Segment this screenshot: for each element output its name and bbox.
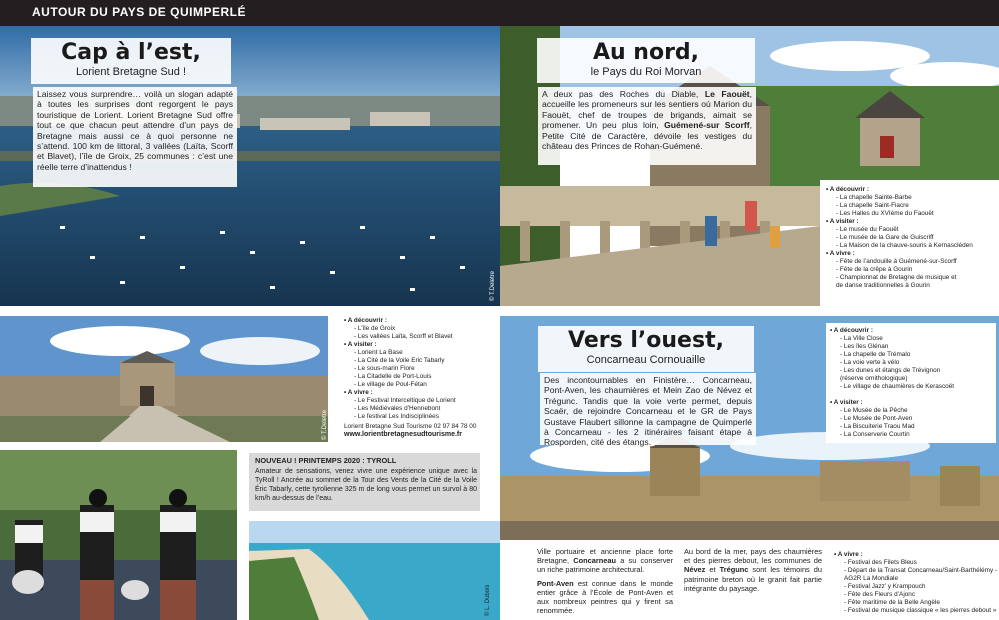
- au-nord-text: A deux pas des Roches du Diable, Le Faouët, accueille les promeneurs sur les sentiers où Marion du Faouët, chef de troupes de brigands, aimait se promener. Un peu plus loin, Guémené-sur Scorff, Petite Cité de Caractère, dévoile les vestiges du château des Princes de Rohan-Guémené.: [538, 87, 756, 165]
- au-nord-title: Au nord,: [592, 40, 700, 65]
- lorient-website[interactable]: www.lorientbretagnesudtourisme.fr: [344, 431, 462, 438]
- nevez-tregunc-text: Au bord de la mer, pays des chaumières et des pierres debout, les communes de Névez et Trégunc sont les témoins du patrimoine breton où le granit fait partie intégrante du paysage.: [684, 547, 822, 593]
- cap-est-title-box: [31, 38, 231, 84]
- lorient-info-list: • A découvrir : - L’île de Groix - Les vallées Laïta, Scorff et Blavet • A visiter : - Lorient La Base - La Cité de la Voile Eric Tabarly - Le sous-marin Flore - La Citadelle de Port-Louis - Le village de Poul-Fétan • A vivre : - Le Festival Interceltique de Lorient - Les Médiévales d’Hennebont - Le festival Les Indisciplinées Lorient Bretagne Sud Tourisme 02 97 84 78 00 www.lorientbretagnesudtourisme.fr: [344, 317, 494, 439]
- beach-photo-credit: © L. Dubois: [485, 584, 491, 616]
- lorient-contact: Lorient Bretagne Sud Tourisme 02 97 84 78 00: [344, 423, 477, 430]
- page-header: [0, 0, 999, 26]
- bagpipers-photo: [0, 450, 237, 620]
- vers-ouest-title-box: [538, 326, 754, 372]
- nord-info-list: • A découvrir : - La chapelle Sainte-Barbe - La chapelle Saint-Fiacre - Les Halles du XVIème du Faouët • A visiter : - Le musée du Faouët - Le musée de la Gare de Guiscriff - La Maison de la chauve-souris à Kernascléden • A vivre : - Fête de l’andouille à Guémené-sur-Scorff - Fête de la crêpe à Gourin - Championnat de Bretagne de musique et de danse traditionnelles à Gourin: [826, 186, 973, 289]
- lorient-photo-credit: © T.Deletre: [490, 271, 496, 301]
- concarneau-text: Ville portuaire et ancienne place forte Bretagne, Concarneau a su conserver un riche patrimoine architectural. Pont-Aven est connue dans le monde entier grâce à l’École de Pont-Aven et aux nombreux peintres qui y firent sa renommée.: [537, 547, 673, 616]
- tyroll-news-text: Amateur de sensations, venez vivre une expérience unique avec la TyRoll ! Ancrée au sommet de la Tour des Vents de la Cité de la Voile Éric Tabarly, cette tyrolienne 325 m de long vous permet un survol à 80 km/h au-dessus de l’eau.: [255, 468, 477, 502]
- vers-ouest-text: Des incontournables en Finistère… Concarneau, Pont-Aven, les chaumières et Mein Zao de Névez et Trégunc. Tandis que la voie verte permet, depuis Scaër, de rejoindre Concarneau et le GR de Pays Gustave Flaubert sillonne la campagne de Quimperlé à Concarneau - les 2 itinéraires faisant étape à Rosporden, cité des étangs.: [540, 373, 756, 445]
- ouest-info-list: • A découvrir : - La Ville Close - Les îles Glénan - La chapelle de Trémalo - La voie verte à vélo - Les dunes et étangs de Trévignon (réserve ornithologique) - Le village de chaumières de Kerascoët • A visiter : - Le Musée de la Pêche - Le Musée de Pont-Aven - La Biscuiterie Traou Mad - La Conserverie Courtin: [830, 327, 955, 438]
- vers-ouest-subtitle: Concarneau Cornouaille: [586, 354, 706, 366]
- tyroll-news-title: NOUVEAU ! PRINTEMPS 2020 : TYROLL: [255, 456, 397, 465]
- au-nord-subtitle: le Pays du Roi Morvan: [590, 66, 702, 78]
- citadel-photo: [0, 316, 328, 442]
- beach-photo: [249, 521, 500, 620]
- cap-est-text: Laissez vous surprendre… voilà un slogan adapté à toutes les surprises dont regorgent le pays touristique de Lorient. Lorient Bretagne Sud offre tout ce que chacun peut attendre d’un pays de Bretagne mais aussi ce à quoi personne ne s’attend. 100 km de littoral, 3 vallées (Laïta, Scorff et Blavet), l’île de Groix, 25 communes : c’est une réelle terre d’inattendus !: [33, 87, 237, 187]
- vers-ouest-title: Vers l’ouest,: [568, 328, 724, 353]
- ouest-vivre-list: • A vivre : - Festival des Filets Bleus - Départ de la Transat Concarneau/Saint-Barthélémy - AG2R La Mondiale - Festival Jazz’ y Krampouch - Fête des Fleurs d’Ajonc - Fête maritime de la Belle Angèle - Festival de musique classique « les pierres debout »: [834, 551, 998, 614]
- cap-est-subtitle: Lorient Bretagne Sud !: [75, 66, 187, 78]
- citadel-photo-credit: © T.Deletre: [322, 410, 328, 440]
- header-title: AUTOUR DU PAYS DE QUIMPERLÉ: [32, 5, 246, 19]
- au-nord-title-box: [537, 38, 755, 83]
- cap-est-title: Cap à l’est,: [61, 40, 201, 65]
